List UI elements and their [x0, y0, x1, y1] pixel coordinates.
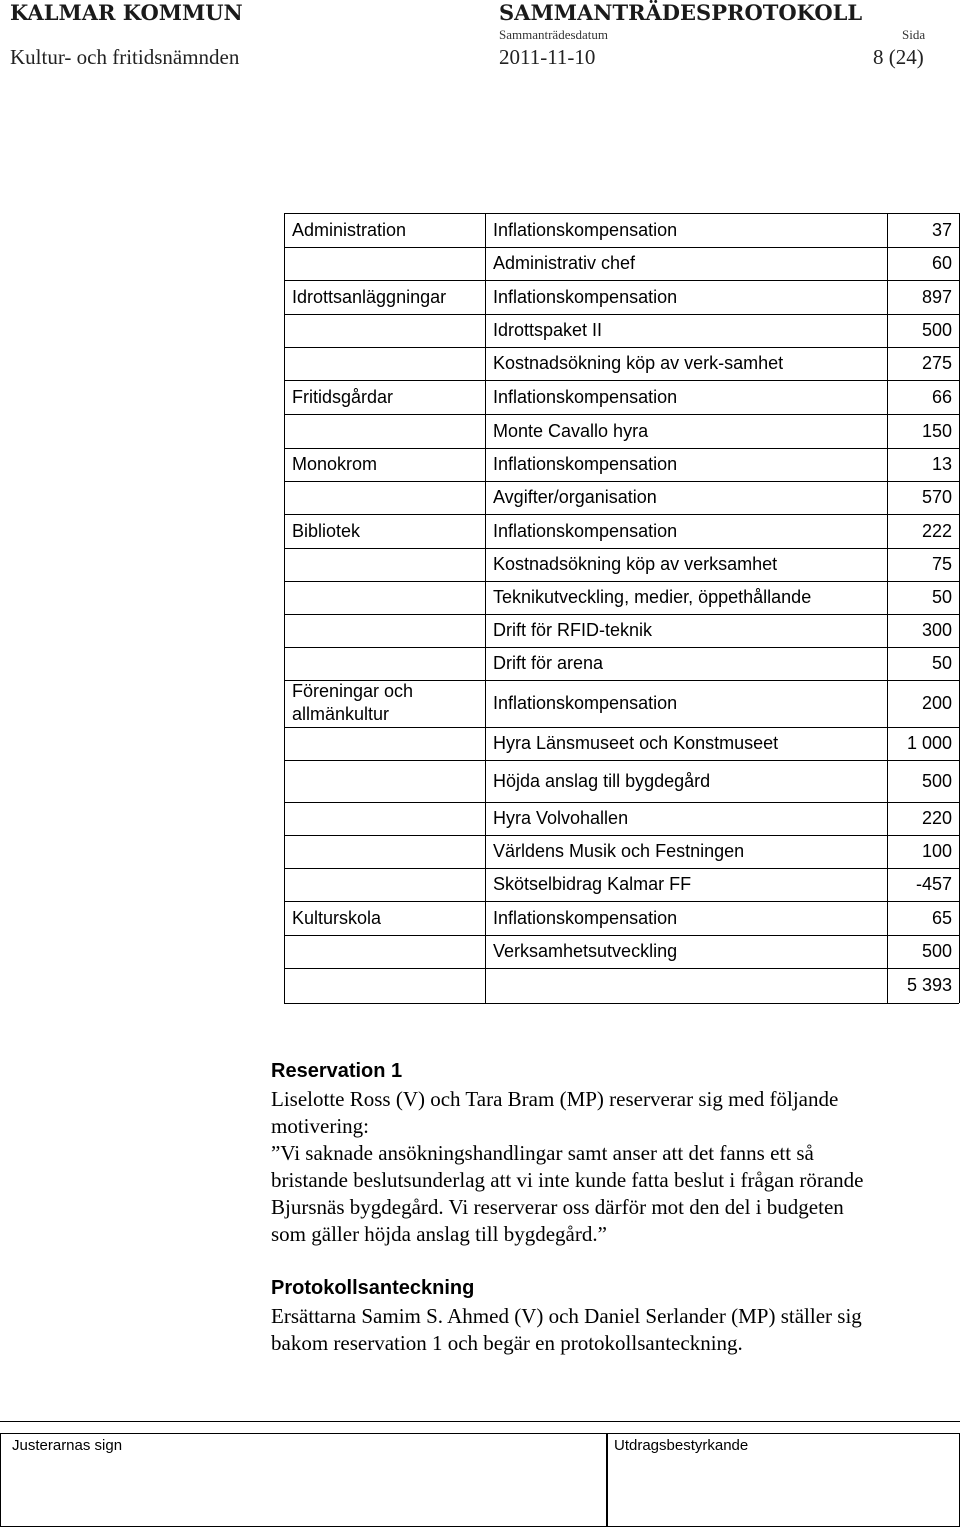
amount-cell: 5 393 — [906, 975, 952, 995]
amount-cell: 75 — [931, 554, 952, 574]
table-row — [284, 901, 959, 935]
municipality-name: KALMAR KOMMUN — [10, 0, 243, 25]
amount-cell: 570 — [921, 487, 952, 507]
table-row — [284, 760, 959, 802]
amount-cell: 50 — [931, 653, 952, 673]
page-number: 8 (24) — [873, 45, 924, 69]
category-cell — [284, 414, 485, 448]
item-cell: Inflationskompensation — [493, 286, 678, 307]
item-cell: Avgifter/organisation — [493, 487, 657, 507]
amount-cell: 60 — [931, 253, 952, 273]
amount-cell: 13 — [931, 454, 952, 474]
item-cell: Kostnadsökning köp av verk-samhet — [493, 353, 784, 373]
item-cell: Inflationskompensation — [493, 454, 678, 474]
item-cell — [485, 968, 887, 1003]
table-row-rule — [284, 647, 959, 648]
amount-cell: 100 — [921, 841, 952, 861]
table-row — [284, 347, 959, 380]
amount-cell: 150 — [921, 420, 952, 441]
item-cell: Inflationskompensation — [493, 386, 678, 407]
amount-cell: 65 — [931, 907, 952, 928]
table-row — [284, 868, 959, 901]
item-cell: Monte Cavallo hyra — [493, 420, 649, 441]
table-row — [284, 581, 959, 614]
category-cell — [284, 347, 485, 380]
protocol-note-heading: Protokollsanteckning — [271, 1277, 475, 1299]
table-row-rule — [284, 247, 959, 248]
category-cell — [284, 868, 485, 901]
item-cell: Höjda anslag till bygdegård — [493, 770, 711, 791]
item-cell: Verksamhetsutveckling — [493, 941, 678, 961]
table-row-rule — [284, 314, 959, 315]
item-cell: Världens Musik och Festningen — [493, 841, 745, 861]
committee-name: Kultur- och fritidsnämnden — [10, 45, 240, 69]
table-row-rule — [284, 280, 959, 281]
category-cell: Kulturskola — [292, 907, 382, 928]
protocol-note-line: Ersättarna Samim S. Ahmed (V) och Daniel Serlander (MP) ställer sig — [271, 1304, 862, 1328]
category-cell: Monokrom — [292, 454, 378, 474]
category-cell — [284, 314, 485, 347]
item-cell: Inflationskompensation — [493, 219, 678, 240]
table-row-rule — [284, 760, 959, 761]
table-row-rule — [284, 481, 959, 482]
item-cell: Kostnadsökning köp av verksamhet — [493, 554, 778, 574]
table-row-rule — [284, 901, 959, 902]
table-row-rule — [284, 213, 959, 214]
table-row — [284, 548, 959, 581]
amount-cell: 1 000 — [906, 733, 952, 753]
item-cell: Hyra Volvohallen — [493, 808, 629, 828]
table-row — [284, 481, 959, 514]
item-cell: Idrottspaket II — [493, 320, 603, 340]
amount-cell: 500 — [921, 941, 952, 961]
table-row — [284, 935, 959, 968]
amount-cell: 66 — [931, 386, 952, 407]
table-row-rule — [284, 380, 959, 381]
table-row — [284, 727, 959, 760]
table-row-rule — [284, 614, 959, 615]
item-cell: Inflationskompensation — [493, 693, 678, 713]
table-column-rule — [887, 213, 888, 1003]
table-row-rule — [284, 835, 959, 836]
table-row — [284, 414, 959, 448]
table-row — [284, 448, 959, 481]
table-row — [284, 247, 959, 280]
category-cell — [284, 727, 485, 760]
category-cell: Bibliotek — [292, 520, 361, 541]
reservation-line: motivering: — [271, 1114, 369, 1138]
amount-cell: 500 — [921, 770, 952, 791]
signature-label: Justerarnas sign — [12, 1437, 123, 1454]
table-row-rule — [284, 414, 959, 415]
table-row — [284, 647, 959, 680]
amount-cell: 220 — [921, 808, 952, 828]
category-cell — [284, 614, 485, 647]
category-cell — [284, 835, 485, 868]
category-cell: Idrottsanläggningar — [292, 286, 447, 307]
amount-cell: 37 — [931, 219, 952, 240]
category-cell — [284, 581, 485, 614]
reservation-text — [271, 1086, 951, 1248]
item-cell: Administrativ chef — [493, 253, 636, 273]
table-row-rule — [284, 347, 959, 348]
protocol-note-text — [271, 1303, 951, 1357]
reservation-line: ”Vi saknade ansökningshandlingar samt anser att det fanns ett så — [271, 1141, 814, 1165]
table-row-rule — [284, 802, 959, 803]
budget-table — [284, 213, 959, 1003]
extract-verification-label: Utdragsbestyrkande — [614, 1437, 749, 1454]
table-column-rule — [485, 213, 486, 1003]
table-row — [284, 380, 959, 414]
reservation-line: som gäller höjda anslag till bygdegård.” — [271, 1222, 607, 1246]
item-cell: Hyra Länsmuseet och Konstmuseet — [493, 733, 779, 753]
table-row — [284, 213, 959, 247]
table-row — [284, 614, 959, 647]
footer-divider — [0, 1421, 960, 1422]
category-cell — [284, 802, 485, 835]
table-row-rule — [284, 868, 959, 869]
category-cell: Fritidsgårdar — [292, 386, 394, 407]
table-row — [284, 802, 959, 835]
category-cell — [284, 548, 485, 581]
protocol-note-line: bakom reservation 1 och begär en protokollsanteckning. — [271, 1331, 743, 1355]
amount-cell: 222 — [921, 520, 952, 541]
item-cell: Drift för arena — [493, 653, 604, 673]
table-row-rule — [284, 581, 959, 582]
table-column-rule — [284, 213, 285, 1003]
table-row — [284, 280, 959, 314]
table-row-rule — [284, 680, 959, 681]
category-cell — [284, 647, 485, 680]
category-cell — [284, 481, 485, 514]
table-row-rule — [284, 727, 959, 728]
item-cell: Drift för RFID-teknik — [493, 620, 653, 640]
table-row — [284, 968, 959, 1003]
table-row-rule — [284, 1003, 959, 1004]
table-row — [284, 514, 959, 548]
amount-cell: 300 — [921, 620, 952, 640]
amount-cell: 50 — [931, 587, 952, 607]
item-cell: Teknikutveckling, medier, öppethållande — [493, 587, 812, 607]
reservation-line: Liselotte Ross (V) och Tara Bram (MP) reserverar sig med följande — [271, 1087, 839, 1111]
table-row — [284, 835, 959, 868]
table-row-rule — [284, 548, 959, 549]
document-type: SAMMANTRÄDESPROTOKOLL — [499, 0, 863, 25]
amount-cell: 897 — [921, 286, 952, 307]
meeting-date-label: Sammanträdesdatum — [499, 27, 609, 42]
meeting-date: 2011-11-10 — [499, 45, 596, 69]
table-row-rule — [284, 968, 959, 969]
item-cell: Inflationskompensation — [493, 520, 678, 541]
amount-cell: 275 — [921, 353, 952, 373]
reservation-line: bristande beslutsunderlag att vi inte kunde fatta beslut i frågan rörande — [271, 1168, 864, 1192]
table-row — [284, 314, 959, 347]
page-label: Sida — [902, 27, 926, 42]
category-cell — [284, 968, 485, 1003]
reservation-heading: Reservation 1 — [271, 1060, 403, 1082]
table-row-rule — [284, 448, 959, 449]
item-cell: Inflationskompensation — [493, 907, 678, 928]
category-cell: Administration — [292, 219, 407, 240]
category-cell — [284, 247, 485, 280]
category-cell — [284, 935, 485, 968]
table-row-rule — [284, 514, 959, 515]
amount-cell: -457 — [915, 874, 952, 894]
category-cell: Föreningar och allmänkultur — [292, 681, 414, 724]
amount-cell: 500 — [921, 320, 952, 340]
table-row — [284, 680, 959, 727]
amount-cell: 200 — [921, 693, 952, 713]
table-row-rule — [284, 935, 959, 936]
reservation-line: Bjursnäs bygdegård. Vi reserverar oss därför mot den del i budgeten — [271, 1195, 844, 1219]
item-cell: Skötselbidrag Kalmar FF — [493, 874, 692, 894]
category-cell — [284, 760, 485, 802]
